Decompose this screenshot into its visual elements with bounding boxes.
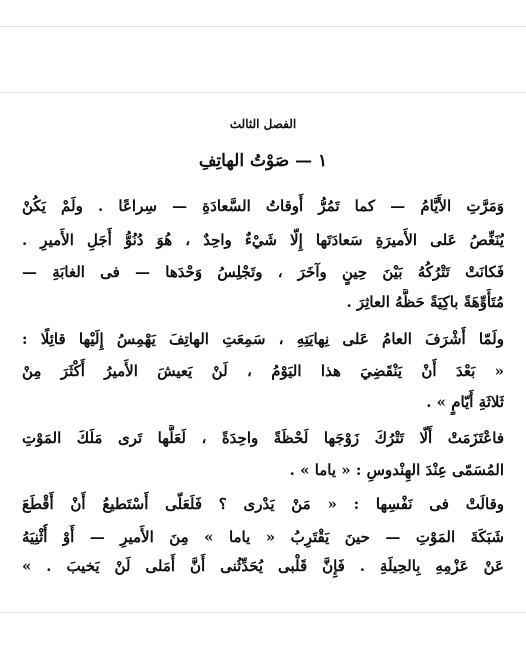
text-line: عَنْ عَزْمِهِ بِالحِيلَةِ . فَإِنَّ قَلْبى يُحَدِّثُنى أَنَّ أَمَلى لَنْ يَخيبَ . » [22, 557, 504, 575]
text-line: فاعْتَزَمَتْ أَلّا تَتْرُكَ زَوْجَها لَحْظَةً واحِدَةً ، لَعَلَّها تَرى مَلَكَ المَوْتِ [22, 429, 504, 447]
text-line: شَبَكَةَ المَوْتِ — حينَ يَقْتَرِبُ « ياما » مِنَ الأَميرِ — أَوْ أُثْنِيَهُ [22, 528, 504, 546]
chapter-title: الفصل الثالث [229, 117, 297, 131]
text-line: ثَلاثَةِ أَيّامٍ » . [426, 393, 504, 411]
text-line: وقالَتْ فى نَفْسِها : « مَنْ يَدْرى ؟ فَلَعَلّى أَسْتَطيعُ أَنْ أَقْطَعَ [22, 495, 504, 513]
text-line: وَمَرَّتِ الأَيَّامُ — كما تَمُرُّ أَوقاتُ السَّعادَةِ — سِراعًا . ولَمْ يَكُنْ [22, 197, 504, 215]
text-line: فَكانَتْ تَتْرُكُهُ بَيْنَ حِينٍ وآخَرَ ، وتَجْلِسُ وَحْدَها — فى الغابَةِ — [22, 263, 504, 281]
text-line: « بَعْدَ أَنْ يَنْقَضِيَ هذا اليَوْمُ ، لَنْ يَعيشَ الأَميرُ أَكْثَرَ مِنْ [22, 362, 504, 380]
text-line: المُسَمّى عِنْدَ الهِنْدوسِ : « ياما » . [289, 461, 504, 479]
text-line: ولَمّا أَشْرَفَ العامُ عَلى نِهايَتِهِ ، سَمِعَتِ الهاتِفَ يَهْمِسُ إِلَيْها قائِلًا : [22, 330, 504, 348]
text-line: مُتَأَوِّهَةً باكِيَةً حَظَّهُ العاثِرَ . [346, 293, 504, 311]
section-heading: ١ — صَوْتُ الهاتِفِ [198, 151, 328, 171]
text-line: يُنَغِّصُ عَلى الأَميرَةِ سَعادَتَها إِلّا شَيْءٌ واحِدٌ ، هُوَ دُنُوُّ أَجَلِ الأَميرِ . [22, 231, 504, 249]
